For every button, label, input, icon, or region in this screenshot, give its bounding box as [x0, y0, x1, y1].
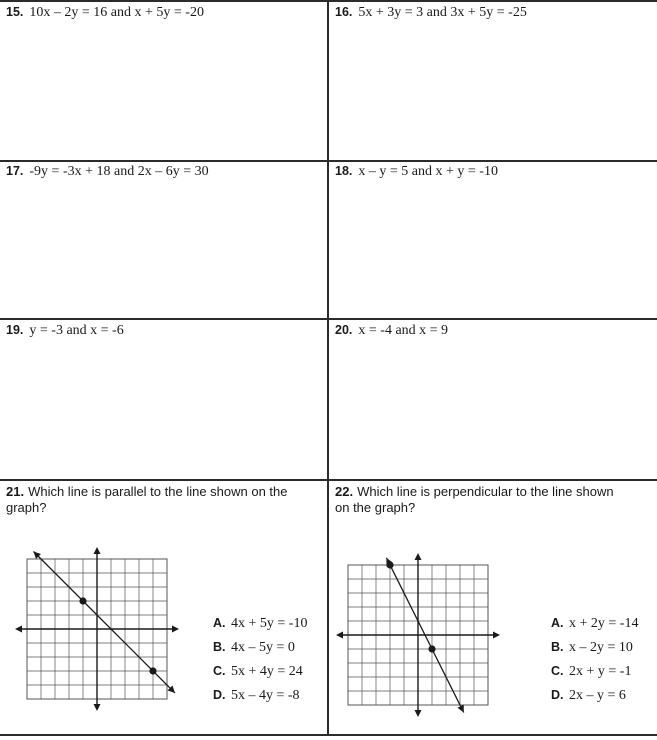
x-axis-arrow-left	[336, 632, 343, 639]
choice-d[interactable]: D. 2x – y = 6	[551, 688, 626, 703]
problem-number: 20.	[335, 323, 353, 337]
y-axis-arrow-up	[94, 547, 101, 554]
problem-16	[335, 4, 527, 21]
row-rule-bottom	[0, 734, 657, 736]
row-rule-1	[0, 160, 657, 162]
x-axis-arrow-right	[172, 626, 179, 633]
problem-equations: y = -3 and x = -6	[29, 323, 124, 338]
question-number: 21.	[6, 484, 25, 499]
plotted-point	[386, 561, 393, 568]
y-axis-arrow-down	[94, 704, 101, 711]
row-rule-top	[0, 0, 657, 2]
problem-18	[335, 163, 498, 180]
problem-number: 18.	[335, 164, 353, 178]
choice-c[interactable]: C. 5x + 4y = 24	[213, 664, 303, 679]
problem-19	[6, 322, 124, 339]
plotted-point	[149, 667, 156, 674]
question-22	[335, 484, 625, 516]
problem-15	[6, 4, 204, 21]
problem-number: 17.	[6, 164, 24, 178]
choice-a[interactable]: A. x + 2y = -14	[551, 616, 639, 631]
problem-number: 19.	[6, 323, 24, 337]
choice-c[interactable]: C. 2x + y = -1	[551, 664, 632, 679]
row-rule-2	[0, 318, 657, 320]
row-rule-3	[0, 479, 657, 481]
graph-22	[333, 550, 503, 730]
x-axis-arrow-left	[15, 626, 22, 633]
choice-a[interactable]: A. 4x + 5y = -10	[213, 616, 308, 631]
problem-equations: -9y = -3x + 18 and 2x – 6y = 30	[29, 164, 209, 179]
choice-b[interactable]: B. 4x – 5y = 0	[213, 640, 295, 655]
problem-20	[335, 322, 448, 339]
choices-22	[551, 614, 638, 710]
choice-b[interactable]: B. x – 2y = 10	[551, 640, 633, 655]
choices-21	[213, 614, 307, 710]
y-axis-arrow-down	[415, 710, 422, 717]
question-number: 22.	[335, 484, 354, 499]
question-prompt: Which line is parallel to the line shown on the graph?	[6, 484, 288, 515]
x-axis-arrow-right	[493, 632, 500, 639]
graph-21	[12, 544, 182, 724]
problem-equations: x – y = 5 and x + y = -10	[358, 164, 498, 179]
plotted-point	[79, 597, 86, 604]
problem-17	[6, 163, 209, 180]
problem-number: 16.	[335, 5, 353, 19]
column-divider	[327, 0, 329, 736]
problem-number: 15.	[6, 5, 24, 19]
question-prompt: Which line is perpendicular to the line shown on the graph?	[335, 484, 614, 515]
plotted-point	[428, 645, 435, 652]
y-axis-arrow-up	[415, 553, 422, 560]
problem-equations: 10x – 2y = 16 and x + 5y = -20	[29, 5, 204, 20]
question-21	[6, 484, 296, 516]
problem-equations: 5x + 3y = 3 and 3x + 5y = -25	[358, 5, 527, 20]
problem-equations: x = -4 and x = 9	[358, 323, 449, 338]
choice-d[interactable]: D. 5x – 4y = -8	[213, 688, 300, 703]
